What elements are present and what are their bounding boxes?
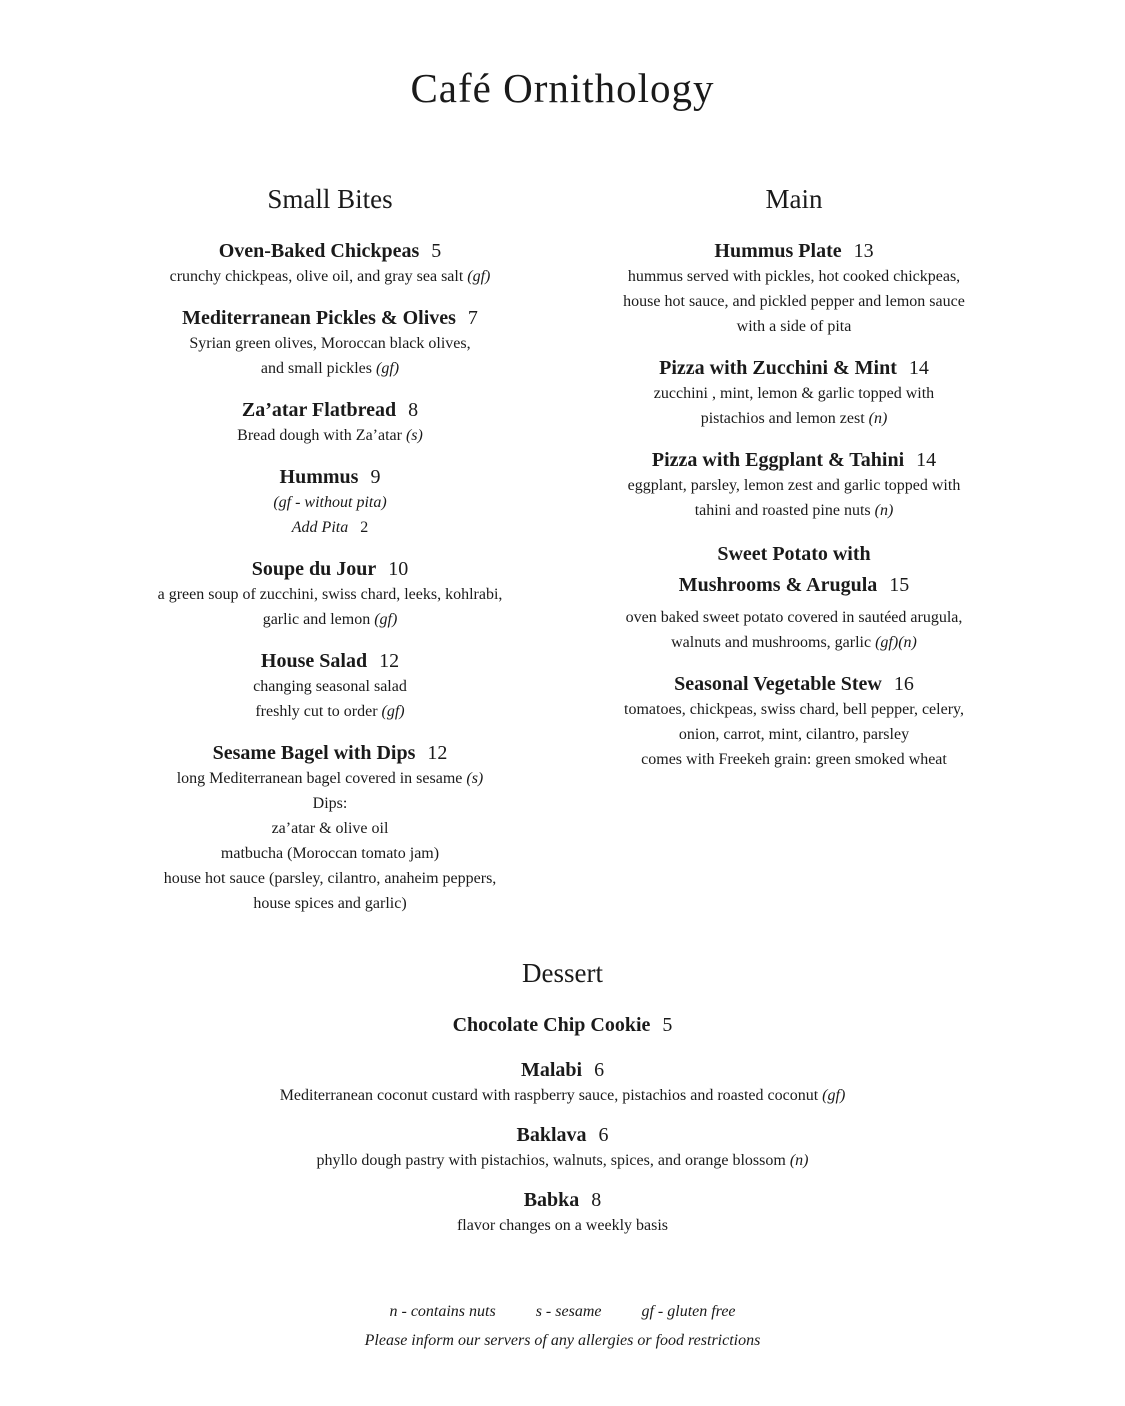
menu-item [130, 556, 530, 632]
item-name: Malabi [520, 1059, 583, 1081]
item-description: crunchy chickpeas, olive oil, and gray sea salt [169, 268, 464, 285]
menu-item [130, 464, 530, 540]
diet-tag: (gf) [467, 268, 491, 285]
item-price: 14 [908, 357, 929, 379]
item-description: garlic and lemon [262, 611, 371, 628]
dips-line: house hot sauce (parsley, cilantro, anaheim peppers, [163, 870, 497, 887]
item-description: walnuts and mushrooms, garlic [671, 634, 872, 651]
item-description: long Mediterranean bagel covered in sesame [176, 770, 463, 787]
item-name: House Salad [260, 650, 368, 672]
item-name: Mediterranean Pickles & Olives [182, 307, 456, 329]
item-name: Sweet Potato with [717, 543, 871, 565]
diet-tag: (gf) [374, 611, 398, 628]
item-price: 8 [408, 399, 419, 421]
menu-item [0, 1187, 1125, 1238]
diet-tag: (gf) [375, 360, 400, 377]
item-price: 13 [853, 240, 874, 262]
item-name: Hummus Plate [714, 240, 842, 262]
item-name: Chocolate Chip Cookie [452, 1014, 651, 1036]
menu-item [0, 1057, 1125, 1108]
menu-item [130, 238, 530, 289]
item-description: house hot sauce, and pickled pepper and lemon sauce [623, 293, 965, 310]
menu-item [130, 305, 530, 381]
legend-sesame: s - sesame [535, 1303, 602, 1320]
item-price: 9 [370, 466, 381, 488]
item-description: with a side of pita [736, 318, 852, 335]
diet-tag: (s) [405, 427, 423, 444]
item-price: 16 [893, 673, 914, 695]
diet-tag: (s) [466, 770, 484, 787]
item-name: Pizza with Eggplant & Tahini [651, 449, 905, 471]
allergy-notice: Please inform our servers of any allergies or food restrictions [364, 1332, 761, 1349]
item-description: freshly cut to order [255, 703, 378, 720]
item-name: Oven-Baked Chickpeas [218, 240, 420, 262]
section-heading-small-bites: Small Bites [267, 184, 393, 214]
item-description: flavor changes on a weekly basis [456, 1217, 669, 1234]
addon-label: Add Pita [291, 519, 349, 536]
item-description: changing seasonal salad [253, 678, 407, 695]
item-name: Sesame Bagel with Dips [212, 742, 416, 764]
addon-price: 2 [360, 519, 369, 536]
item-name: Soupe du Jour [251, 558, 377, 580]
diet-tag: (n) [874, 502, 894, 519]
diet-tag: (gf) [381, 703, 405, 720]
menu-item [595, 671, 993, 772]
legend-gluten-free: gf - gluten free [641, 1303, 736, 1320]
menu-item [0, 1122, 1125, 1173]
item-price: 8 [591, 1189, 602, 1211]
item-description: and small pickles [260, 360, 372, 377]
dessert-section [0, 956, 1125, 1252]
item-description: phyllo dough pastry with pistachios, walnuts, spices, and orange blossom [316, 1152, 786, 1169]
main-section [595, 182, 993, 788]
menu-item [595, 355, 993, 431]
item-description: zucchini , mint, lemon & garlic topped with [653, 385, 935, 402]
menu-item [0, 1012, 1125, 1038]
item-name: Mushrooms & Arugula [678, 574, 878, 596]
menu-item [595, 447, 993, 523]
menu-item [130, 648, 530, 724]
item-price: 14 [916, 449, 937, 471]
item-description: comes with Freekeh grain: green smoked wheat [641, 751, 947, 768]
diet-tag: (n) [789, 1152, 809, 1169]
dips-line: matbucha (Moroccan tomato jam) [220, 845, 440, 862]
item-description: Bread dough with Za’atar [237, 427, 402, 444]
menu-item [130, 740, 530, 916]
menu-item [595, 238, 993, 339]
section-heading-main: Main [765, 184, 823, 214]
dips-line: Dips: [312, 795, 348, 812]
diet-tag: (gf) [822, 1087, 846, 1104]
item-description: eggplant, parsley, lemon zest and garlic topped with [627, 477, 961, 494]
legend-nuts: n - contains nuts [389, 1303, 496, 1320]
item-description: tomatoes, chickpeas, swiss chard, bell pepper, celery, [624, 701, 964, 718]
menu-item [595, 539, 993, 655]
item-name: Hummus [279, 466, 359, 488]
dips-line: za’atar & olive oil [271, 820, 389, 837]
diet-tag: (gf)(n) [875, 634, 917, 651]
item-description: onion, carrot, mint, cilantro, parsley [678, 726, 910, 743]
item-price: 5 [431, 240, 442, 262]
item-price: 10 [388, 558, 409, 580]
item-name: Pizza with Zucchini & Mint [659, 357, 897, 379]
dips-line: house spices and garlic) [253, 895, 407, 912]
item-price: 7 [467, 307, 478, 329]
item-note: (gf - without pita) [273, 494, 387, 511]
allergy-footer [0, 1297, 1125, 1355]
item-name: Seasonal Vegetable Stew [674, 673, 882, 695]
item-price: 5 [662, 1014, 673, 1036]
item-description: Syrian green olives, Moroccan black olives, [189, 335, 471, 352]
item-description: Mediterranean coconut custard with raspberry sauce, pistachios and roasted coconut [279, 1087, 819, 1104]
item-description: pistachios and lemon zest [700, 410, 865, 427]
small-bites-section [130, 182, 530, 932]
item-description: tahini and roasted pine nuts [694, 502, 871, 519]
diet-tag: (n) [868, 410, 888, 427]
item-price: 12 [379, 650, 400, 672]
item-description: oven baked sweet potato covered in sautéed arugula, [625, 609, 963, 626]
menu-item [130, 397, 530, 448]
item-description: a green soup of zucchini, swiss chard, leeks, kohlrabi, [157, 586, 503, 603]
diet-legend [0, 1297, 1125, 1326]
item-price: 15 [889, 574, 910, 596]
item-description: hummus served with pickles, hot cooked chickpeas, [627, 268, 961, 285]
item-price: 6 [594, 1059, 605, 1081]
item-name: Babka [523, 1189, 580, 1211]
menu-title: Café Ornithology [410, 65, 715, 111]
item-name: Baklava [516, 1124, 587, 1146]
item-price: 12 [427, 742, 448, 764]
item-name: Za’atar Flatbread [241, 399, 397, 421]
section-heading-dessert: Dessert [522, 958, 603, 988]
item-price: 6 [598, 1124, 609, 1146]
